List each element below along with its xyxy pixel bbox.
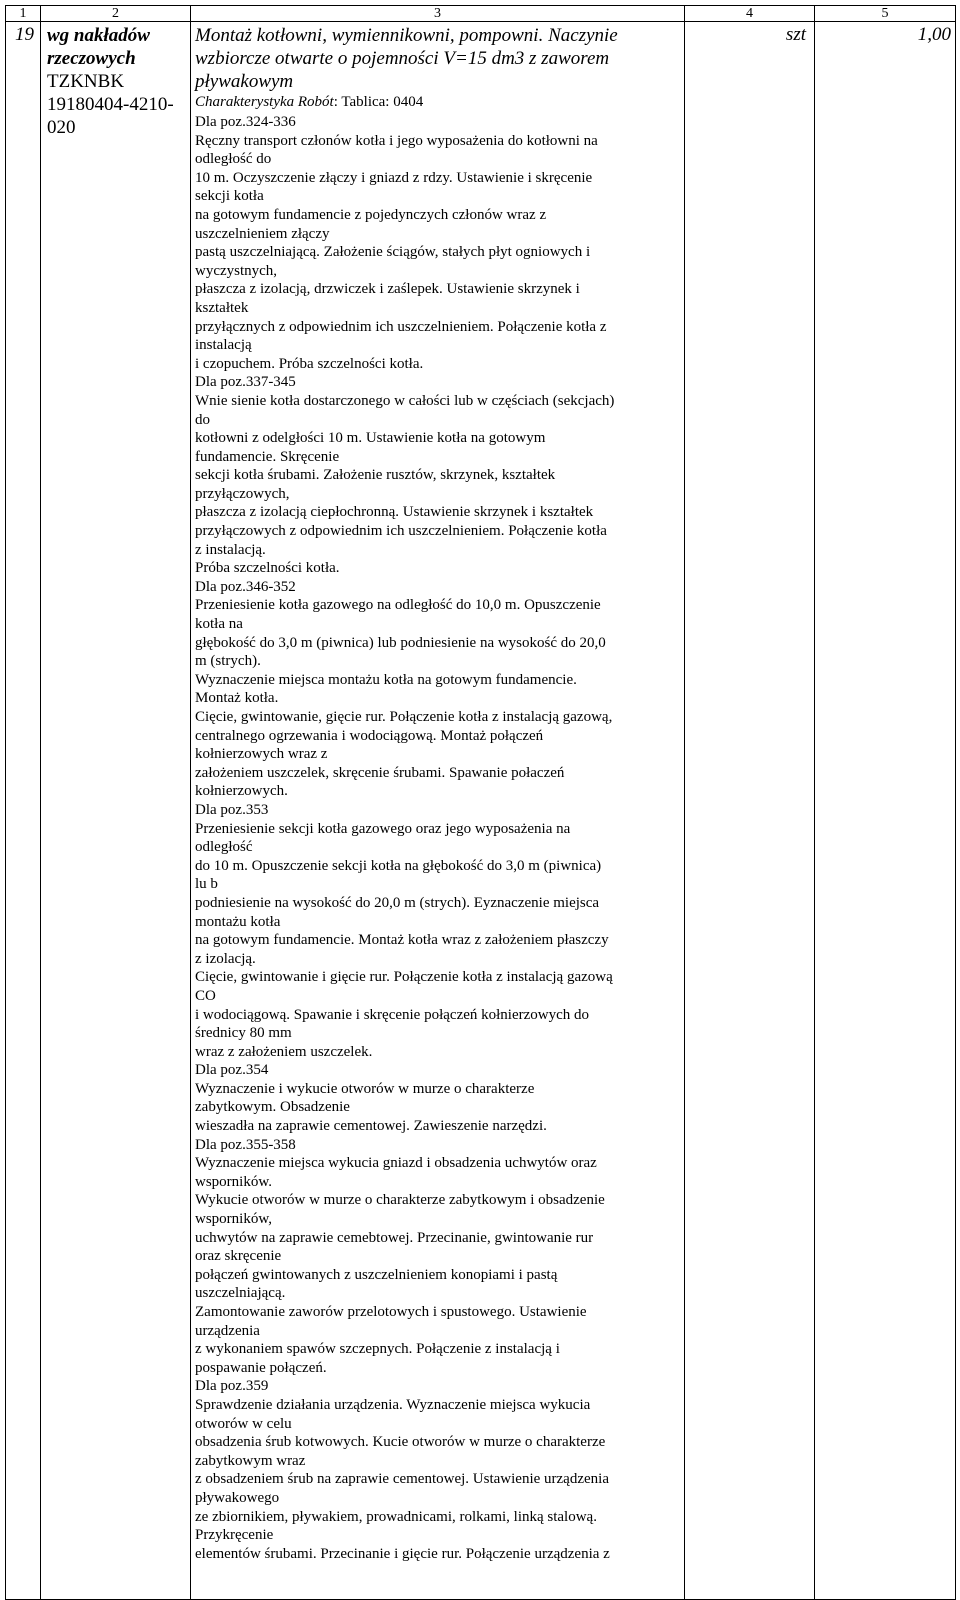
description-line: Montaż kotła. [195, 690, 279, 707]
description-line: Dla poz.353 [195, 801, 269, 818]
description-line: Dla poz.354 [195, 1062, 269, 1079]
description-line: zabytkowym wraz [195, 1452, 306, 1469]
description-line: Zamontowanie zaworów przelotowych i spustowego. Ustawienie [195, 1304, 587, 1320]
description-line: średnicy 80 mm [195, 1025, 292, 1042]
description-line: Wykucie otworów w murze o charakterze zabytkowym i obsadzenie [195, 1192, 605, 1209]
description-line: odległość [195, 839, 253, 856]
header-col-5: 5 [815, 6, 956, 22]
basis-bold-line: rzeczowych [47, 48, 136, 69]
description-line: i wodociągową. Spawanie i skręcenie połączeń kołnierzowych do [195, 1006, 590, 1023]
description-line: kołnierzowych wraz z [195, 746, 328, 763]
basis-bold-line: wg nakładów [47, 25, 150, 46]
header-col-3: 3 [191, 6, 685, 22]
description-line: Wyznaczenie i wykucie otworów w murze o charakterze [195, 1080, 535, 1097]
description-line: Sprawdzenie działania urządzenia. Wyznaczenie miejsca wykucia [195, 1396, 591, 1413]
description-line: lu b [195, 876, 218, 893]
description-line: przyłączowych z odpowiednim ich uszczelnieniem. Połączenie kotła [195, 523, 607, 540]
description-line: Dla poz.337-345 [195, 374, 296, 391]
table-row [6, 22, 956, 1600]
description-title-line: wzbiorcze otwarte o pojemności V=15 dm3 z zaworem [195, 48, 610, 69]
description-line: Dla poz.324-336 [195, 114, 296, 130]
description-line: Dla poz.355-358 [195, 1136, 296, 1153]
description-line: pływakowego [195, 1489, 280, 1506]
description-line: pastą uszczelniającą. Założenie ściągów, stałych płyt ogniowych i [195, 244, 591, 261]
description-line: kotła na [195, 616, 243, 633]
description-line: sekcji kotła [195, 188, 264, 205]
description-line: Przeniesienie kotła gazowego na odległość do 10,0 m. Opuszczenie [195, 597, 601, 614]
description-line: uchwytów na zaprawie cemebtowej. Przecinanie, gwintowanie rur [195, 1229, 594, 1246]
description-line: odległość do [195, 151, 272, 168]
description-line: połączeń gwintowanych z uszczelnieniem konopiami i pastą [195, 1266, 558, 1283]
description-line: głębokość do 3,0 m (piwnica) lub podniesienie na wysokość do 20,0 [195, 634, 606, 651]
description-line: na gotowym fundamencie z pojedynczych członów wraz z [195, 206, 547, 223]
description-line: elementów śrubami. Przecinanie i gięcie rur. Połączenie urządzenia z [195, 1545, 610, 1562]
unit-cell: szt [685, 22, 815, 1600]
description-line: ze zbiornikiem, pływakiem, prowadnicami, rolkami, linką stalową. [195, 1508, 597, 1525]
description-line: kształtek [195, 299, 249, 316]
description-line: z wykonaniem spawów szczepnych. Połączenie z instalacją i [195, 1341, 560, 1358]
description-line: oraz skręcenie [195, 1248, 282, 1265]
description-line: 10 m. Oczyszczenie złączy i gniazd z rdzy. Ustawienie i skręcenie [195, 169, 593, 186]
description-line: Próba szczelności kotła. [195, 560, 340, 577]
description-line: z instalacją. [195, 541, 266, 558]
description-title-line: pływakowym [195, 71, 294, 92]
description-line: płaszcza z izolacją, drzwiczek i zaślepek. Ustawienie skrzynek i [195, 281, 580, 298]
characteristics-value: : Tablica: 0404 [333, 94, 424, 110]
description-line: wieszadła na zaprawie cementowej. Zawieszenie narzędzi. [195, 1118, 547, 1135]
description-line: Wyznaczenie miejsca wykucia gniazd i obsadzenia uchwytów oraz [195, 1155, 597, 1172]
header-col-2: 2 [41, 6, 191, 22]
description-lines [195, 113, 680, 1563]
description-line: Cięcie, gwintowanie i gięcie rur. Połączenie kotła z instalacją gazową [195, 969, 613, 986]
description-line: obsadzenia śrub kotwowych. Kucie otworów w murze o charakterze [195, 1434, 606, 1451]
description-line: i czopuchem. Próba szczelności kotła. [195, 355, 424, 372]
header-row [6, 6, 956, 22]
description-line: płaszcza z izolacją ciepłochronną. Ustawienie skrzynek i kształtek [195, 504, 594, 521]
description-line: do 10 m. Opuszczenie sekcji kotła na głębokość do 3,0 m (piwnica) [195, 857, 602, 874]
description-line: do [195, 411, 210, 428]
basis-code-line: 020 [47, 117, 76, 138]
basis-cell [41, 22, 191, 1600]
basis-code-line: 19180404-4210- [47, 94, 174, 115]
description-line: sekcji kotła śrubami. Założenie rusztów, skrzynek, kształtek [195, 467, 556, 484]
description-line: m (strych). [195, 653, 261, 670]
basis-code-line: TZKNBK [47, 71, 125, 92]
description-line: fundamencie. Skręcenie [195, 448, 340, 465]
spec-table [5, 5, 956, 1600]
description-line: z obsadzeniem śrub na zaprawie cementowej. Ustawienie urządzenia [195, 1471, 609, 1488]
description-line: zabytkowym. Obsadzenie [195, 1099, 350, 1116]
characteristics-line [195, 93, 680, 112]
row-number: 19 [6, 22, 41, 1600]
description-line: Dla poz.359 [195, 1378, 269, 1395]
description-line: centralnego ogrzewania i wodociągową. Montaż połączeń [195, 727, 544, 744]
description-line: Wnie sienie kotła dostarczonego w całości lub w częściach (sekcjach) [195, 392, 615, 409]
description-title-line: Montaż kotłowni, wymiennikowni, pompowni. Naczynie [195, 25, 618, 46]
description-line: Wyznaczenie miejsca montażu kotła na gotowym fundamencie. [195, 671, 577, 688]
description-line: pospawanie połączeń. [195, 1359, 327, 1376]
description-line: Dla poz.346-352 [195, 578, 296, 595]
description-cell [191, 22, 685, 1600]
header-col-1: 1 [6, 6, 41, 22]
characteristics-label: Charakterystyka Robót [195, 94, 334, 110]
description-line: Ręczny transport członów kotła i jego wyposażenia do kotłowni na [195, 132, 598, 149]
description-line: Przeniesienie sekcji kotła gazowego oraz jego wyposażenia na [195, 820, 571, 837]
description-line: instalacją [195, 337, 252, 354]
description-line: uszczelniającą. [195, 1285, 286, 1302]
description-line: kotłowni z odelgłości 10 m. Ustawienie kotła na gotowym [195, 430, 546, 447]
description-line: urządzenia [195, 1322, 260, 1339]
description-line: przyłączowych, [195, 485, 290, 502]
description-line: z izolacją. [195, 950, 256, 967]
description-line: Cięcie, gwintowanie, gięcie rur. Połączenie kotła z instalacją gazową, [195, 709, 613, 725]
description-line: podniesienie na wysokość do 20,0 m (strych). Eyznaczenie miejsca [195, 894, 600, 911]
description-line: otworów w celu [195, 1415, 292, 1432]
quantity-cell: 1,00 [815, 22, 956, 1600]
header-col-4: 4 [685, 6, 815, 22]
description-line: CO [195, 987, 216, 1004]
description-line: wsporników. [195, 1173, 272, 1190]
description-line: przyłącznych z odpowiednim ich uszczelnieniem. Połączenie kotła z [195, 318, 607, 335]
description-line: uszczelnieniem złączy [195, 225, 330, 242]
description-line: wsporników, [195, 1211, 272, 1228]
description-line: wyczystnych, [195, 262, 278, 279]
description-line: montażu kotła [195, 913, 281, 930]
description-line: na gotowym fundamencie. Montaż kotła wraz z założeniem płaszczy [195, 932, 609, 949]
description-line: wraz z założeniem uszczelek. [195, 1043, 373, 1060]
description-line: Przykręcenie [195, 1527, 274, 1544]
description-line: założeniem uszczelek, skręcenie śrubami. Spawanie połaczeń [195, 764, 565, 781]
description-line: kołnierzowych. [195, 783, 288, 800]
